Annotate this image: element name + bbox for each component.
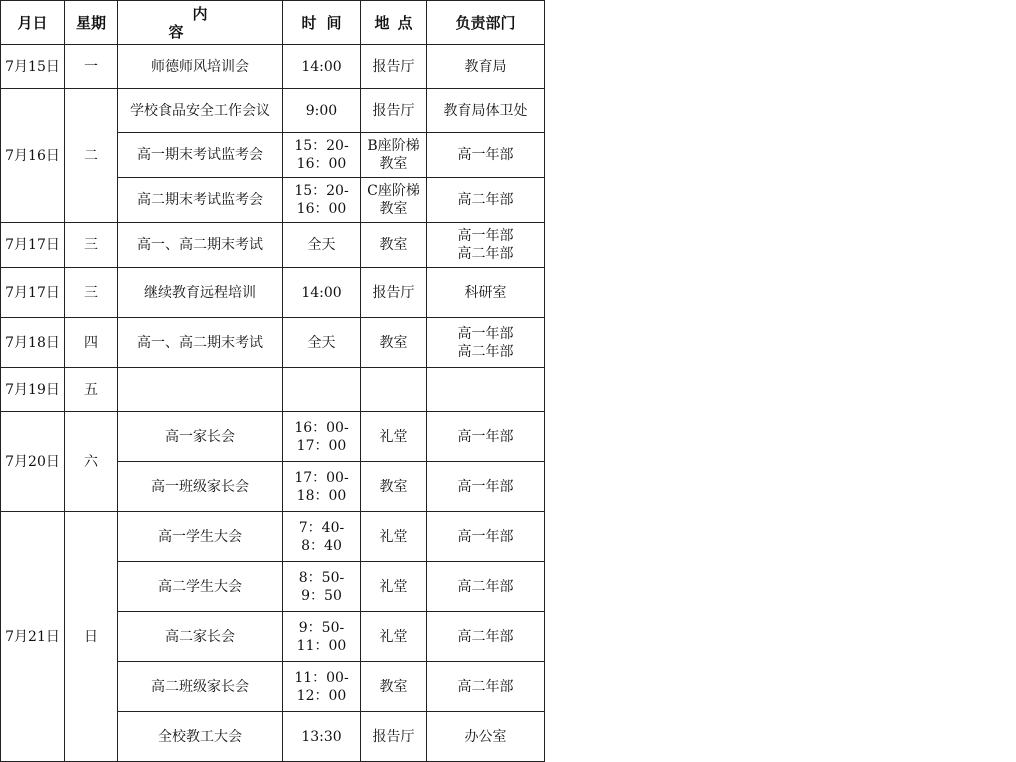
content-cell: 高一期末考试监考会 [118,133,283,178]
time-cell: 9：50- 11：00 [283,612,361,662]
time-cell: 全天 [283,318,361,368]
time-cell: 16：00- 17：00 [283,412,361,462]
header-date: 月日 [1,1,65,45]
place-cell: 礼堂 [361,562,427,612]
table-row [1,512,545,562]
content-cell: 高一班级家长会 [118,462,283,512]
table-row [1,268,545,318]
dept-cell: 高二年部 [427,662,545,712]
time-cell: 15：20- 16：00 [283,178,361,223]
time-cell: 全天 [283,223,361,268]
place-cell: 教室 [361,462,427,512]
content-cell: 高一学生大会 [118,512,283,562]
time-cell: 14:00 [283,45,361,89]
time-cell: 14:00 [283,268,361,318]
place-cell: 报告厅 [361,89,427,133]
date-cell: 7月19日 [1,368,65,412]
date-cell: 7月16日 [1,89,65,223]
dept-cell: 高一年部 [427,462,545,512]
content-cell: 继续教育远程培训 [118,268,283,318]
place-cell: 礼堂 [361,512,427,562]
header-time: 时间 [283,1,361,45]
header-place: 地点 [361,1,427,45]
place-cell [361,368,427,412]
table-row [1,318,545,368]
table-row [1,223,545,268]
header-content: 内容 [118,1,283,45]
place-cell: C座阶梯 教室 [361,178,427,223]
content-cell: 师德师风培训会 [118,45,283,89]
date-cell: 7月18日 [1,318,65,368]
header-row [1,1,545,45]
content-cell: 学校食品安全工作会议 [118,89,283,133]
header-weekday: 星期 [65,1,118,45]
weekday-cell: 一 [65,45,118,89]
dept-cell: 高二年部 [427,562,545,612]
content-cell: 高二家长会 [118,612,283,662]
weekday-cell: 三 [65,268,118,318]
time-cell: 7：40- 8：40 [283,512,361,562]
content-cell: 高一、高二期末考试 [118,318,283,368]
place-cell: 礼堂 [361,612,427,662]
time-cell: 13:30 [283,712,361,762]
time-cell: 9:00 [283,89,361,133]
time-cell: 15：20- 16：00 [283,133,361,178]
content-cell: 高二期末考试监考会 [118,178,283,223]
dept-cell: 高二年部 [427,612,545,662]
weekday-cell: 四 [65,318,118,368]
content-cell: 全校教工大会 [118,712,283,762]
time-cell: 8：50- 9：50 [283,562,361,612]
place-cell: 礼堂 [361,412,427,462]
table-row [1,45,545,89]
date-cell: 7月15日 [1,45,65,89]
place-cell: 教室 [361,223,427,268]
dept-cell: 高一年部 [427,512,545,562]
weekday-cell: 三 [65,223,118,268]
place-cell: 报告厅 [361,712,427,762]
content-cell [118,368,283,412]
content-cell: 高二班级家长会 [118,662,283,712]
time-cell [283,368,361,412]
weekday-cell: 六 [65,412,118,512]
dept-cell: 教育局体卫处 [427,89,545,133]
content-cell: 高一、高二期末考试 [118,223,283,268]
table-row [1,368,545,412]
table-row [1,89,545,133]
dept-cell: 高一年部 高二年部 [427,318,545,368]
time-cell: 17：00- 18：00 [283,462,361,512]
place-cell: 报告厅 [361,268,427,318]
place-cell: 报告厅 [361,45,427,89]
dept-cell: 高一年部 [427,133,545,178]
place-cell: 教室 [361,318,427,368]
dept-cell: 高二年部 [427,178,545,223]
dept-cell: 教育局 [427,45,545,89]
dept-cell: 高一年部 [427,412,545,462]
weekday-cell: 二 [65,89,118,223]
date-cell: 7月17日 [1,223,65,268]
date-cell: 7月17日 [1,268,65,318]
date-cell: 7月21日 [1,512,65,762]
table-row [1,412,545,462]
header-dept: 负责部门 [427,1,545,45]
date-cell: 7月20日 [1,412,65,512]
weekday-cell: 日 [65,512,118,762]
dept-cell: 科研室 [427,268,545,318]
time-cell: 11：00- 12：00 [283,662,361,712]
place-cell: B座阶梯 教室 [361,133,427,178]
dept-cell: 办公室 [427,712,545,762]
weekday-cell: 五 [65,368,118,412]
content-cell: 高一家长会 [118,412,283,462]
dept-cell [427,368,545,412]
dept-cell: 高一年部 高二年部 [427,223,545,268]
content-cell: 高二学生大会 [118,562,283,612]
place-cell: 教室 [361,662,427,712]
